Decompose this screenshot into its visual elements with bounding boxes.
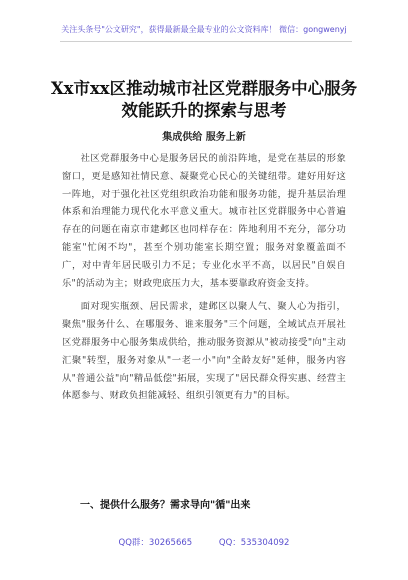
- header-promo-text: 关注头条号"公文研究"，获得最新最全最专业的公文资料库！ 微信：gongwenyj: [61, 25, 347, 34]
- document-title: Xx市xx区推动城市社区党群服务中心服务效能跃升的探索与思考: [50, 79, 358, 120]
- footer-qq-group: QQ群：30265665: [118, 538, 193, 548]
- body-paragraph: 面对现实瓶颈、居民需求，建邺区以聚人气、聚人心为指引，聚焦"服务什么、在哪服务、谁来服务"三个问题，全域试点开展社区党群服务中心服务集成供给，推动服务资源从"被动接受"向"主动汇聚"转型，服务对象从"一老一小"向"全龄友好"延伸，服务内容从"普通公益"向"精品低偿"拓展，实现了"居民群众得实惠、经营主体愿参与、财政负担能减轻、组织引领更有力"的目标。: [62, 301, 346, 402]
- document-body: [62, 150, 346, 405]
- header-divider: [60, 41, 352, 42]
- footer-contact: [0, 536, 408, 548]
- body-paragraph: 社区党群服务中心是服务居民的前沿阵地，是党在基层的形象窗口，更是感知社情民意、凝聚党心民心的关键纽带。建好用好这一阵地，对于强化社区党组织政治功能和服务功能，提升基层治理体系和治理能力现代化水平意义重大。城市社区党群服务中心普遍存在的问题在南京市建邺区也同样存在：阵地利用不充分，部分功能室"忙闲不均"，甚至个别功能室长期空置；服务对象覆盖面不广，对中青年居民吸引力不足；专业化水平不高，以居民"自娱自乐"的活动为主；财政兜底压力大，基本要靠政府资金支持。: [62, 153, 346, 289]
- section-heading: 一、提供什么服务？需求导向"循"出来: [80, 500, 251, 511]
- footer-qq: QQ：535304092: [218, 538, 290, 548]
- document-subtitle: 集成供给 服务上新: [162, 132, 246, 143]
